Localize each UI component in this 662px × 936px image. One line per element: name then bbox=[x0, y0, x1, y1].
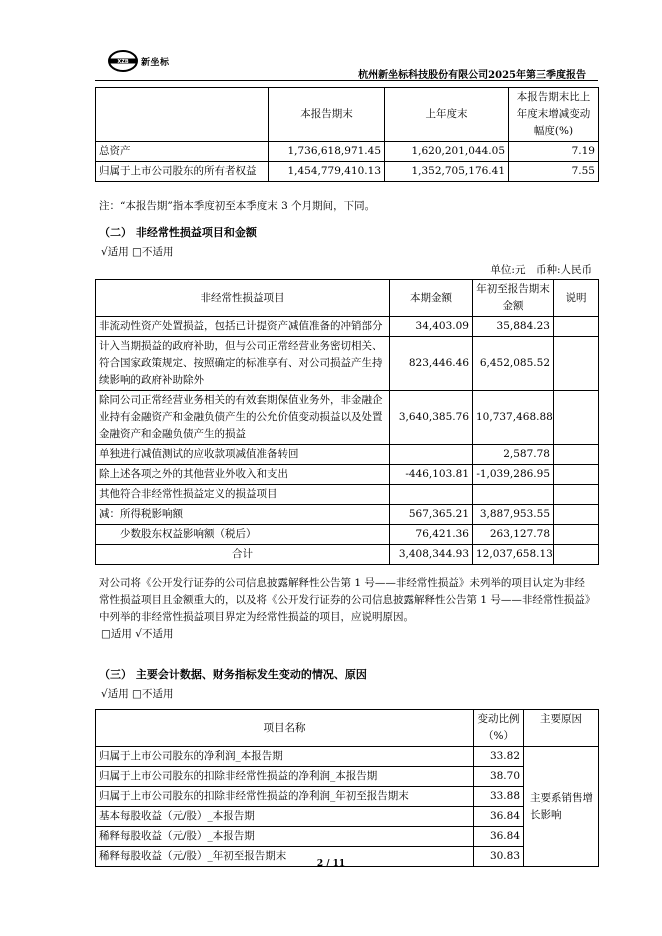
page-number: 2 / 11 bbox=[316, 859, 346, 869]
table-cell: 归属于上市公司股东的扣除非经常性损益的净利润_年初至报告期末 bbox=[96, 787, 474, 807]
balance-table bbox=[95, 87, 599, 182]
balance-note: 注：“本报告期”指本季度初至本季度末 3 个月期间，下同。 bbox=[99, 200, 376, 212]
table-row bbox=[96, 827, 599, 847]
table-cell bbox=[554, 337, 599, 391]
table-cell: 归属于上市公司股东的所有者权益 bbox=[96, 162, 269, 182]
table-cell: 12,037,658.13 bbox=[473, 545, 554, 565]
table-cell: 其他符合非经常性损益定义的损益项目 bbox=[96, 485, 390, 505]
table-cell: 10,737,468.88 bbox=[473, 391, 554, 445]
section-2-applicability: √适用 □不适用 bbox=[101, 246, 174, 258]
table-cell: 少数股东权益影响额（税后） bbox=[96, 525, 390, 545]
table-cell: 36.84 bbox=[474, 827, 524, 847]
table-cell: -1,039,286.95 bbox=[473, 465, 554, 485]
table-cell bbox=[390, 445, 473, 465]
section-3-title: （三） 主要会计数据、财务指标发生变动的情况、原因 bbox=[99, 668, 367, 681]
table-header-row bbox=[96, 710, 599, 747]
table-cell: 263,127.78 bbox=[473, 525, 554, 545]
report-title: 杭州新坐标科技股份有限公司2025年第三季度报告 bbox=[358, 70, 586, 81]
table-cell: 减：所得税影响额 bbox=[96, 505, 390, 525]
table-header-cell: 说明 bbox=[554, 280, 599, 317]
main-reason-cell: 主要系销售增长影响 bbox=[524, 747, 599, 867]
table-cell: 1,620,201,044.05 bbox=[385, 142, 509, 162]
table-cell: 1,454,779,410.13 bbox=[269, 162, 385, 182]
table-cell: 归属于上市公司股东的净利润_本报告期 bbox=[96, 747, 474, 767]
table-header-cell: 本报告期末 bbox=[269, 88, 385, 142]
table-header-cell: 变动比例（%） bbox=[474, 710, 524, 747]
company-logo-icon bbox=[108, 50, 138, 72]
table-cell: 计入当期损益的政府补助，但与公司正常经营业务密切相关、符合国家政策规定、按照确定的标准享有、对公司损益产生持续影响的政府补助除外 bbox=[96, 337, 390, 391]
section-2-paragraph: 对公司将《公开发行证券的公司信息披露解释性公告第 1 号——非经常性损益》未列举的项目认定为非经常性损益项目且金额重大的，以及将《公开发行证券的公司信息披露解释性公告第 1 号——非经常性损益》中列举的非经常性损益项目界定为经常性损益的项目，应说明原因。 bbox=[99, 577, 591, 623]
table-cell: 76,421.36 bbox=[390, 525, 473, 545]
table-cell: 非流动性资产处置损益，包括已计提资产减值准备的冲销部分 bbox=[96, 317, 390, 337]
table-row bbox=[96, 787, 599, 807]
table-row bbox=[96, 317, 599, 337]
table-cell: 3,408,344.93 bbox=[390, 545, 473, 565]
table-cell: 1,736,618,971.45 bbox=[269, 142, 385, 162]
table-row bbox=[96, 162, 599, 182]
svg-text:XZB: XZB bbox=[117, 59, 129, 65]
section-3-applicability: √适用 □不适用 bbox=[101, 688, 174, 700]
table-row bbox=[96, 505, 599, 525]
table-header-cell: 本期金额 bbox=[390, 280, 473, 317]
table-cell bbox=[554, 317, 599, 337]
section-2-title: （二） 非经常性损益项目和金额 bbox=[99, 226, 257, 239]
table-cell bbox=[554, 465, 599, 485]
table-cell: 7.55 bbox=[509, 162, 599, 182]
table-cell: 稀释每股收益（元/股）_本报告期 bbox=[96, 827, 474, 847]
header-divider bbox=[95, 80, 598, 81]
table-header-cell: 上年度末 bbox=[385, 88, 509, 142]
table-row bbox=[96, 142, 599, 162]
table-row bbox=[96, 807, 599, 827]
table-cell bbox=[554, 445, 599, 465]
unit-label: 单位:元 币种:人民币 bbox=[490, 264, 592, 276]
table-header-cell bbox=[96, 88, 269, 142]
table-cell bbox=[554, 391, 599, 445]
table-header-cell: 本报告期末比上年度末增减变动幅度(%) bbox=[509, 88, 599, 142]
table-cell: 567,365.21 bbox=[390, 505, 473, 525]
logo-text: 新坐标 bbox=[141, 57, 170, 68]
table-cell: 归属于上市公司股东的扣除非经常性损益的净利润_本报告期 bbox=[96, 767, 474, 787]
table-cell: 823,446.46 bbox=[390, 337, 473, 391]
table-row bbox=[96, 445, 599, 465]
table-header-cell: 项目名称 bbox=[96, 710, 474, 747]
change-table bbox=[95, 709, 599, 867]
table-row bbox=[96, 337, 599, 391]
table-cell: 总资产 bbox=[96, 142, 269, 162]
table-total-row bbox=[96, 545, 599, 565]
table-cell: 3,887,953.55 bbox=[473, 505, 554, 525]
non-recurring-table bbox=[95, 279, 599, 565]
table-row bbox=[96, 747, 599, 767]
table-header-cell: 年初至报告期末金额 bbox=[473, 280, 554, 317]
table-row bbox=[96, 485, 599, 505]
table-cell: 30.83 bbox=[474, 847, 524, 867]
table-cell: 除同公司正常经营业务相关的有效套期保值业务外，非金融企业持有金融资产和金融负债产生的公允价值变动损益以及处置金融资产和金融负债产生的损益 bbox=[96, 391, 390, 445]
table-cell: 7.19 bbox=[509, 142, 599, 162]
table-cell bbox=[390, 485, 473, 505]
table-cell: 33.82 bbox=[474, 747, 524, 767]
table-row bbox=[96, 767, 599, 787]
table-row bbox=[96, 465, 599, 485]
table-cell: 1,352,705,176.41 bbox=[385, 162, 509, 182]
table-cell: 2,587.78 bbox=[473, 445, 554, 465]
table-header-cell: 主要原因 bbox=[524, 710, 599, 747]
table-cell: 除上述各项之外的其他营业外收入和支出 bbox=[96, 465, 390, 485]
company-logo bbox=[108, 50, 170, 72]
table-cell bbox=[554, 505, 599, 525]
table-cell bbox=[554, 525, 599, 545]
table-cell: 基本每股收益（元/股）_本报告期 bbox=[96, 807, 474, 827]
table-cell: 33.88 bbox=[474, 787, 524, 807]
table-row bbox=[96, 391, 599, 445]
table-cell bbox=[554, 545, 599, 565]
table-cell: 38.70 bbox=[474, 767, 524, 787]
table-cell: 3,640,385.76 bbox=[390, 391, 473, 445]
table-cell bbox=[554, 485, 599, 505]
table-cell: 36.84 bbox=[474, 807, 524, 827]
table-header-row bbox=[96, 280, 599, 317]
table-cell: 6,452,085.52 bbox=[473, 337, 554, 391]
table-header-row bbox=[96, 88, 599, 142]
table-header-cell: 非经常性损益项目 bbox=[96, 280, 390, 317]
table-cell: 单独进行减值测试的应收款项减值准备转回 bbox=[96, 445, 390, 465]
table-cell: 34,403.09 bbox=[390, 317, 473, 337]
table-cell: 稀释每股收益（元/股）_年初至报告期末 bbox=[96, 847, 474, 867]
table-row bbox=[96, 525, 599, 545]
table-cell bbox=[473, 485, 554, 505]
table-cell: 35,884.23 bbox=[473, 317, 554, 337]
table-cell: -446,103.81 bbox=[390, 465, 473, 485]
section-2-applicability-2: □适用 √不适用 bbox=[101, 628, 174, 640]
table-cell: 合计 bbox=[96, 545, 390, 565]
